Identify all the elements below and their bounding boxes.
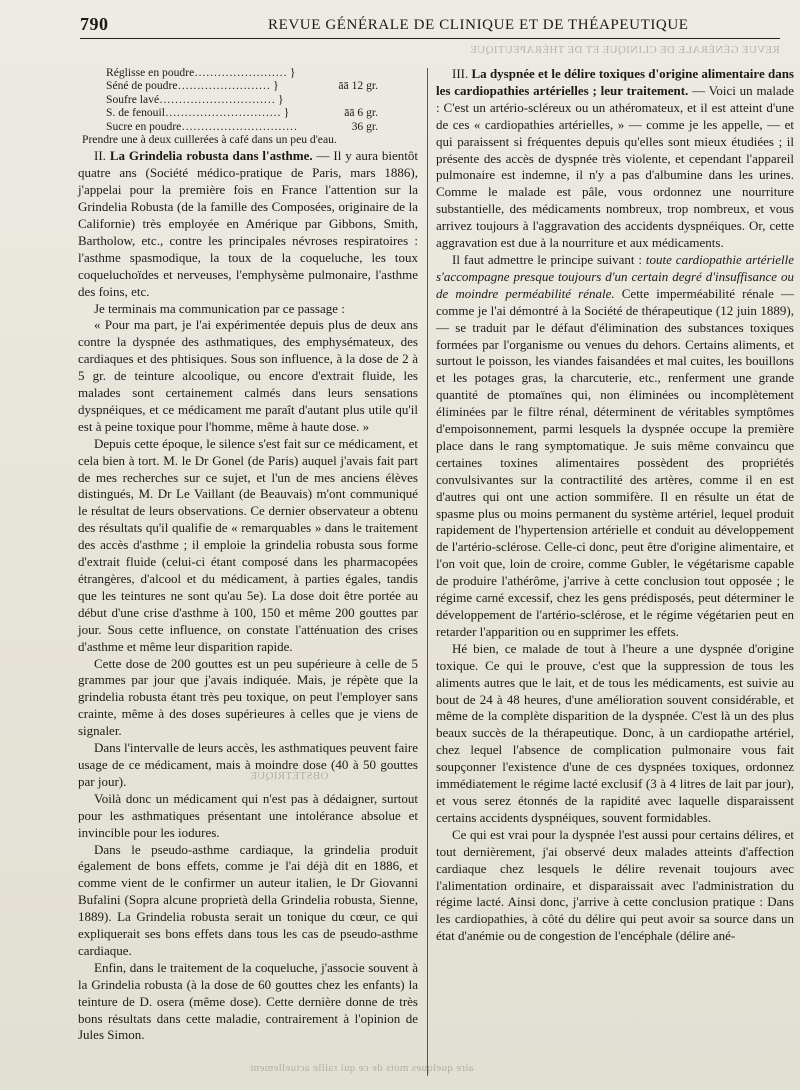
paragraph: Enfin, dans le traitement de la coqueluche, j'associe souvent à la Grindelia robusta (à la dose de 60 gouttes chez les enfants) la teinture de D. osera (même dose). Cette dernière donne de très bons résultats dans cette maladie, contrairement à l'opinion de Jules Simon. xyxy=(78,959,418,1043)
paragraph: Voilà donc un médicament qui n'est pas à dédaigner, surtout pour les asthmatiques présentant une intolérance absolue et invincible pour les iodures. xyxy=(78,790,418,840)
paragraph: Ce qui est vrai pour la dyspnée l'est aussi pour certains délires, et tout dernièrement, j'ai observé deux malades atteints d'affection cardiaque chez lesquels le délire revenait toujours avec l'alimentation ordinaire, et disparaissait avec l'administration du régime lacté. Ainsi donc, j'arrive à cette conclusion pratique : Dans les cardiopathies, à côté du délire qui peut avoir sa source dans un état d'anémie ou de congestion de l'encéphale (délire ané- xyxy=(436,826,794,944)
bleed-through-text: aire quelques mots de ce qui raille actuellement xyxy=(250,1062,474,1074)
paragraph xyxy=(436,66,794,252)
emphasis-text: toute cardiopathie artérielle s'accompagne presque toujours d'un certain degré d'insuffisance ou de moindre perméabilité rénale. xyxy=(436,251,795,301)
recipe-row: Sucre en poudre………………………… 36 gr. xyxy=(106,119,378,133)
recipe-row: Séné de poudre…………………… } āā 12 gr. xyxy=(106,79,378,93)
recipe-item: Réglisse en poudre xyxy=(106,66,195,79)
paragraph: Hé bien, ce malade de tout à l'heure a une dyspnée d'origine toxique. Ce qui le prouve, c'est que la suppression de tous les aliments autres que le lait, et de tous les médicaments, est suivie au bout de 24 à 48 heures, d'une amélioration souvent considérable, et même de la complète disparition de la dyspnée. C'est là un des plus beaux succès de la thérapeutique. Donc, à un cardiopathe artériel, chez lequel l'absence de complication pulmonaire vous fait soupçonner l'existence d'une de ces dyspnées toxiques, ordonnez immédiatement le régime lacté exclusif (3 à 4 litres de lait par jour), et vous serez étonnés de la rapidité avec laquelle disparaissent certains accidents dyspnéiques, souvent formidables. xyxy=(436,640,794,825)
quote-paragraph: « Pour ma part, je l'ai expérimentée depuis plus de deux ans contre la dyspnée des asthmatiques, des emphysémateux, des cardiaques et des phtisiques. Sous son influence, à la dose de 2 à 5 gr. de teinture alcoolique, ou encore d'extrait fluide, les malades sont certainement calmés dans leurs sensations dyspnéiques, et ce médicament me paraît d'autant plus utile qu'il est à peine toxique pour l'homme, même à haute dose. » xyxy=(78,317,418,434)
right-column xyxy=(436,66,794,945)
recipe-row: Soufre lavé………………………… } xyxy=(106,92,284,106)
paragraph-text: Cette imperméabilité rénale — comme je l'ai démontré à la Société de thérapeutique (12 juin 1889), — se traduit par le défaut d'élimination des substances toxiques formées par l'organisme ou venues du dehors. Certains aliments, et surtout le poisson, les viandes faisandées et mal cuites, les bouillons et les potages gras, la charcuterie, etc., renferment une grande quantité de ptomaïnes qui, non éliminées ou incomplètement éliminées par le filtre rénal, déterminent de véritables symptômes d'empoisonnement, parmi lesquels la dyspnée occupe la première place dans le rang symptomatique. Je suis même convaincu que certaines toxines alimentaires possèdent des propriétés convulsivantes sur la contractilité des artères, comme il en est d'autres qui ont une action sommifère. Il en résulte un état de spasme plus ou moins permanent du système artériel, lequel produit rapidement de l'hypertension artérielle et conduit au développement de l'artério-sclérose. Celle-ci donc, peut être d'origine alimentaire, et l'on voit que, loin de croire, comme Gubler, le végétarisme capable de produire l'athérôme, j'arrive à cette conclusion tout opposée ; le régime carné excessif, chez les gens prédisposés, peut déterminer le développement de l'artério-sclérose, et le régime végétarien peut en retarder l'apparition ou en supprimer les effets. xyxy=(436,285,794,639)
recipe-qty: āā 6 gr. xyxy=(344,106,378,120)
running-title: REVUE GÉNÉRALE DE CLINIQUE ET DE THÉAPEUTIQUE xyxy=(268,17,689,33)
paragraph-text: Il faut admettre le principe suivant : xyxy=(452,251,646,267)
recipe-block xyxy=(78,66,418,146)
bleed-through-text: OBSTÉTRIQUE xyxy=(250,770,329,782)
recipe-item: Sucre en poudre xyxy=(106,119,182,133)
recipe-qty: āā 12 gr. xyxy=(338,79,378,93)
running-header xyxy=(80,14,780,39)
section-title: La Grindelia robusta dans l'asthme. xyxy=(109,148,313,164)
section-number: III. xyxy=(452,66,469,81)
paragraph: Je terminais ma communication par ce passage : xyxy=(94,300,345,316)
section-title: La dyspnée et le délire toxiques d'origine alimentaire dans les cardiopathies artérielles ; leur traitement. xyxy=(436,66,794,98)
paragraph: Dans l'intervalle de leurs accès, les asthmatiques peuvent faire usage de ce médicament, mais à moindre dose (40 à 50 gouttes par jour). xyxy=(78,740,418,789)
left-column xyxy=(78,66,418,1044)
paragraph: Dans le pseudo-asthme cardiaque, la grindelia produit également de bons effets, comme je l'ai déjà dit en 1886, et comme vient de le confirmer un auteur italien, le Dr Giovanni Bufalini (Sopra alcune proprietà della Grindelia robusta, Sienne, 1889). La Grindelia robusta serait un tonique du cœur, ce qui expliquerait ses bons effets dans tous les cas de pseudo-asthme cardiaque. xyxy=(78,841,418,958)
paragraph xyxy=(436,252,794,641)
column-rule xyxy=(427,68,428,1076)
recipe-note: Prendre une à deux cuillerées à café dans un peu d'eau. xyxy=(82,132,337,146)
paragraph: Cette dose de 200 gouttes est un peu supérieure à celle de 5 grammes par jour que j'avais indiquée. Mais, je répète que la grindelia robusta étant très peu toxique, on peut l'employer sans crainte, même à des doses supérieures à celles que je viens de signaler. xyxy=(78,655,418,739)
paragraph xyxy=(78,148,418,300)
bleed-through-text: REVUE GÉNÉRALE DE CLINIQUE ET DE THÉRAPEUTIQUE xyxy=(470,44,780,56)
recipe-row: Réglisse en poudre…………………… } xyxy=(106,66,296,79)
section-number: II. xyxy=(94,148,106,164)
paragraph-text: — Il y aura bientôt quatre ans (Société médico-pratique de Paris, mars 1886), j'appelai pour la première fois en France l'attention sur la Grindelia Robusta (de la famille des Composées, originaire de la Californie) très employée en Amérique par Gibbons, Smith, Bartholow, etc., contre les principales névroses respiratoires : l'asthme spasmodique, la toux de la coqueluche, les toux coqueluchoïdes et nerveuses, l'emphysème pulmonaire, l'asthme des foins, etc. xyxy=(78,148,419,299)
recipe-item: S. de fenouil xyxy=(106,106,165,120)
paragraph-text: — Voici un malade : C'est un artério-scléreux ou un athéromateux, et il est atteint d'une de ces « cardiopathies artérielles, » — comme je les appelle, — et qui paraissent si fréquentes depuis qu'elles sont mieux étudiées ; il présente des accès de dyspnée très violente, et cependant l'appareil pulmonaire est indemne, il n'y a pas d'albumine dans les urines. Comme le malade est pâle, vous ordonnez une nourriture substantielle, des médicaments nombreux, trop nombreux, et vous arrivez toujours à l'aggravation des accidents dyspnéiques. Or, cette aggravation est due à la nourriture et aux médicaments. xyxy=(436,82,794,251)
recipe-item: Soufre lavé xyxy=(106,92,160,106)
recipe-row: S. de fenouil………………………… } āā 6 gr. xyxy=(106,106,378,120)
page-number: 790 xyxy=(80,14,109,34)
recipe-item: Séné de poudre xyxy=(106,79,178,93)
recipe-qty: 36 gr. xyxy=(351,119,378,133)
paragraph: Depuis cette époque, le silence s'est fait sur ce médicament, et cela bien à tort. M. le Dr Gonel (de Paris) auquel j'avais fait part de mes recherches sur ce sujet, et l'un de mes anciens élèves distingués, M. Dr Le Vaillant (de Beauvais) m'ont communiqué le résultat de leurs observations. Ce dernier observateur a obtenu des résultats qu'il qualifie de « remarquables » dans le traitement des accès d'asthme ; il emploie la grindelia robusta sous forme d'extrait fluide (celui-ci étant composé dans les pharmacopées étrangères, d'alcool et du médicament, à parties égales, tandis que les teintures ne sont qu'au 5e). La dose doit être portée au début d'une crise d'asthme à 100, 150 et même 200 gouttes par jour. Sous cette influence, on constate l'atténuation des crises d'asthme et même leur disparition rapide. xyxy=(78,435,418,654)
